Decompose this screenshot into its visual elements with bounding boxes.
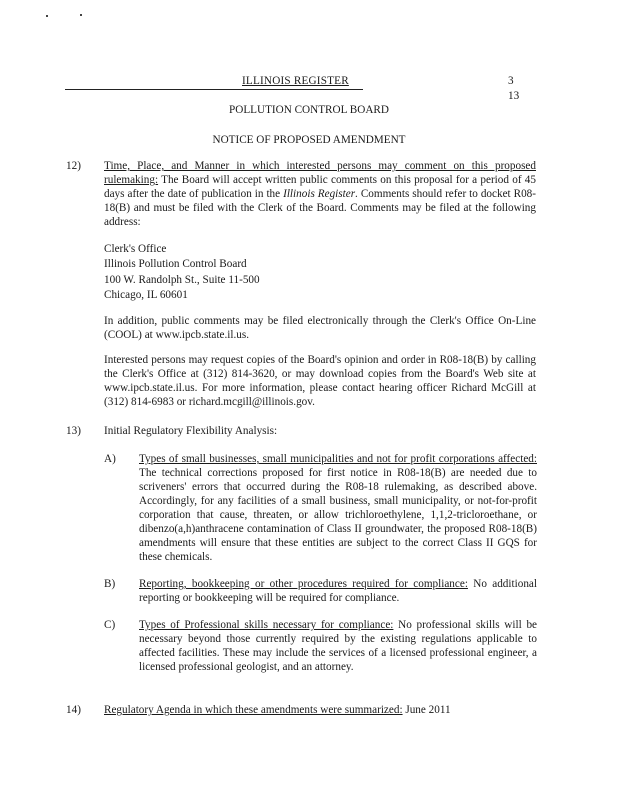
item-13a-text — [139, 452, 537, 564]
item-13c-letter: C) — [104, 619, 116, 631]
item-12-number: 12) — [66, 160, 81, 172]
item-13c-text — [139, 618, 537, 674]
scan-speck — [80, 14, 82, 16]
item-13b-text — [139, 577, 537, 605]
clerk-address — [104, 242, 536, 303]
item-13-heading: Initial Regulatory Flexibility Analysis: — [104, 425, 278, 437]
item-12-paragraph-2: In addition, public comments may be filed electronically through the Clerk's Office On-Line (COOL) at www.ipcb.state.il.us. — [104, 315, 536, 341]
item-12-heading: Time, Place, and Manner in which interested persons may comment on this proposed rulemaking: — [104, 160, 536, 186]
item-14-body: June 2011 — [402, 704, 451, 716]
item-12-italic: Illinois Register — [283, 188, 356, 200]
item-12-paragraph-3: Interested persons may request copies of the Board's opinion and order in R08-18(B) by calling the Clerk's Office at (312) 814-3620, or may download copies from the Board's Web site at www.ipcb.state.il.us. For more information, please contact hearing officer Richard McGill at (312) 814-6983 or richard.mcgill@illinois.gov. — [104, 354, 536, 408]
address-line: Clerk's Office — [104, 243, 167, 255]
item-13b-heading: Reporting, bookkeeping or other procedures required for compliance: — [139, 578, 468, 590]
scan-speck — [46, 15, 48, 17]
header-rule — [65, 89, 363, 90]
item-13c-heading: Types of Professional skills necessary for compliance: — [139, 619, 394, 631]
address-line: Illinois Pollution Control Board — [104, 258, 247, 271]
item-13c-body: No professional skills will be necessary beyond those currently required by the existing regulations applicable to affected facilities. These may include the services of a licensed professional engineer, a licensed professional geologist, and an attorney. — [139, 619, 538, 673]
item-13b-body: No additional reporting or bookkeeping will be required for compliance. — [139, 578, 537, 604]
item-12-body-a: The Board will accept written public comments on this proposal for a period of 45 days after the date of publication in the — [104, 174, 536, 200]
item-13a-letter: A) — [104, 453, 116, 465]
item-14-number: 14) — [66, 704, 81, 716]
item-13-number: 13) — [66, 425, 81, 437]
item-14-text — [104, 703, 536, 717]
address-line: Chicago, IL 60601 — [104, 288, 188, 301]
item-12-text — [104, 159, 536, 229]
item-14-heading: Regulatory Agenda in which these amendments were summarized: — [104, 704, 403, 716]
issue-number: 3 — [508, 75, 514, 87]
notice-type: NOTICE OF PROPOSED AMENDMENT — [212, 134, 406, 146]
item-13a-body: The technical corrections proposed for first notice in R08-18(B) are needed due to scriveners' errors that occurred during the R08-18 rulemaking, as described above. Accordingly, for any facilities of a small business, small municipality, or not-for-profit corporation that cause, threaten, or allow trichloroethylene, 1,1,2-tricloroethane, or dibenzo(a,h)anthracene contamination of Class II groundwater, the proposed R08-18(B) amendments will ensure that these entities are subject to the correct Class II GQS for these chemicals. — [139, 467, 537, 563]
item-13a-heading: Types of small businesses, small municipalities and not for profit corporations affected: — [139, 453, 537, 465]
item-12-body-b: . Comments should refer to docket R08-18(B) and must be filed with the Clerk of the Board. Comments may be filed at the following address: — [104, 188, 536, 228]
agency-name: POLLUTION CONTROL BOARD — [229, 104, 389, 116]
address-line: 100 W. Randolph St., Suite 11-500 — [104, 273, 260, 286]
page-number: 13 — [508, 90, 520, 102]
publication-title: ILLINOIS REGISTER — [242, 75, 349, 87]
item-13b-letter: B) — [104, 578, 116, 590]
